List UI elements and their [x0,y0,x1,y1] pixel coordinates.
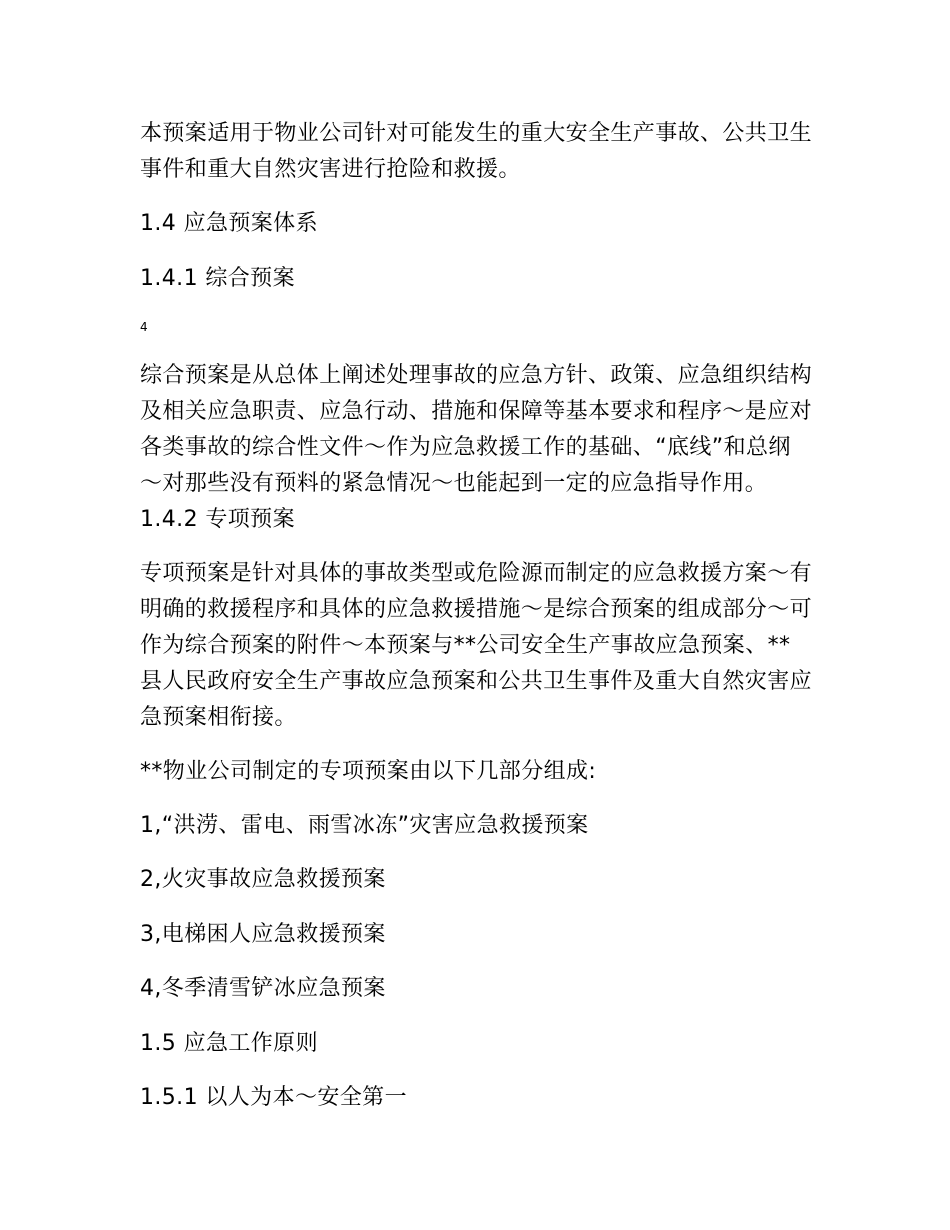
list-item: 2,火灾事故应急救援预案 [140,867,386,892]
section-heading-1-4: 1.4 应急预案体系 [140,211,318,236]
page-number: 4 [140,320,148,334]
list-item: 4,冬季清雪铲冰应急预案 [140,976,386,1001]
list-item: 3,电梯困人应急救援预案 [140,922,386,947]
special-plan-paragraph: 专项预案是针对具体的事故类型或危险源而制定的应急救援方案～有明确的救援程序和具体的应急救援措施～是综合预案的组成部分～可作为综合预案的附件～本预案与**公司安全生产事故应急预案、**县人民政府安全生产事故应急预案和公共卫生事件及重大自然灾害应急预案相衔接。 [140,561,813,730]
list-item: 1,“洪涝、雷电、雨雪冰冻”灾害应急救援预案 [140,813,589,838]
section-heading-1-4-1: 1.4.1 综合预案 [140,266,295,291]
scope-paragraph: 本预案适用于物业公司针对可能发生的重大安全生产事故、公共卫生事件和重大自然灾害进行抢险和救援。 [140,121,813,182]
comprehensive-plan-paragraph: 综合预案是从总体上阐述处理事故的应急方针、政策、应急组织结构及相关应急职责、应急行动、措施和保障等基本要求和程序～是应对各类事故的综合性文件～作为应急救援工作的基础、“底线”和总纲～对那些没有预料的紧急情况～也能起到一定的应急指导作用。 1.4.2 专项预案 [140,363,813,532]
section-heading-1-5: 1.5 应急工作原则 [140,1031,318,1056]
section-heading-1-5-1: 1.5.1 以人为本～安全第一 [140,1085,407,1110]
composition-paragraph: **物业公司制定的专项预案由以下几部分组成: [140,759,597,784]
